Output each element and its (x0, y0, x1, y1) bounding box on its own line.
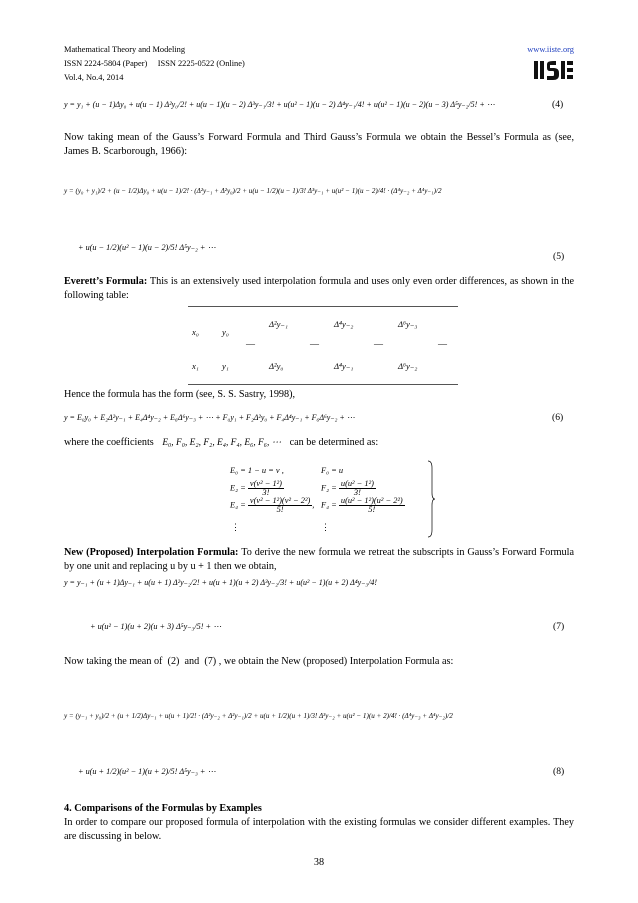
coef-f4-num: u(u² − 1²)(u² − 2²) (340, 496, 403, 505)
equation-4-number: (4) (552, 99, 564, 110)
issn-line: ISSN 2224-5804 (Paper) ISSN 2225-0522 (Online) (64, 59, 245, 68)
equation-5-number: (5) (553, 251, 565, 262)
coef-f2-lhs: F₂ = (321, 483, 337, 493)
table-cell-d6y-2: Δ⁶y₋₂ (398, 361, 418, 371)
table-cell-x0: x₀ (192, 327, 199, 337)
coef-f4-den: 5! (368, 505, 376, 515)
page-number: 38 (313, 857, 325, 868)
volume-line: Vol.4, No.4, 2014 (64, 73, 124, 82)
table-dash-4: — (438, 339, 447, 349)
equation-7-line-2: + u(u² − 1)(u + 2)(u + 3) Δ⁵y₋₃/5! + ⋯ (90, 622, 222, 631)
equation-6: y = E₀y₀ + E₂Δ²y₋₁ + E₄Δ⁴y₋₂ + E₆Δ⁶y₋₃ + ⋯ + F₀y₁ + F₂Δ²y₀ + F₄Δ⁴y₋₁ + F₆Δ⁶y₋₂ + ⋯ (64, 413, 355, 422)
table-cell-y0: y₀ (222, 327, 229, 337)
coef-e4-lhs: E₄ = (230, 500, 246, 510)
equation-8-line-1: y = (y₋₁ + y₀)/2 + (u + 1/2)Δy₋₁ + u(u + 1)/2! · (Δ²y₋₂ + Δ²y₋₁)/2 + u(u + 1/2)(u + 1)/3! Δ³y₋₂ + u(u² − 1)(u + 2)/4! · (Δ⁴y₋₃ + Δ⁴y₋₂)/2 (64, 712, 453, 720)
journal-url-link[interactable]: www.iiste.org (527, 45, 574, 54)
coef-f4-rendered-row (321, 497, 405, 515)
equation-7-number: (7) (553, 621, 565, 632)
table-cell-d2y0: Δ²y₀ (269, 361, 284, 371)
everett-body: This is an extensively used interpolation formula and uses only even order differences, as shown in the following table: (64, 276, 574, 301)
equation-6-number: (6) (552, 412, 564, 423)
coefficients-list: E₀, F₀, E₂, F₂, E₄, F₄, E₆, F₆, ⋯ (162, 438, 282, 448)
equation-5-line-1: y = (y₀ + y₁)/2 + (u − 1/2)Δy₀ + u(u − 1)/2! · (Δ²y₋₁ + Δ²y₀)/2 + u(u − 1/2)(u − 1)/3! Δ³y₋₁ + u(u² − 1)(u − 2)/4! · (Δ⁴y₋₂ + Δ⁴y₋₁)/2 (64, 187, 442, 195)
coefficients-line (64, 436, 378, 450)
coef-f0: F₀ = u (321, 466, 344, 475)
coef-f4-lhs: F₄ = (321, 500, 337, 510)
table-cell-x1: x₁ (192, 361, 199, 371)
table-cell-d6: Δ⁶y₋₃ (398, 319, 418, 329)
hence-line: Hence the formula has the form (see, S. S. Sastry, 1998), (64, 389, 296, 400)
table-bottom-rule (188, 384, 458, 385)
equation-8-number: (8) (553, 766, 565, 777)
coef-dots-right: ⋮ (321, 522, 330, 532)
equation-7-line-1: y = y₋₁ + (u + 1)Δy₋₁ + u(u + 1) Δ²y₋₂/2! + u(u + 1)(u + 2) Δ³y₋₂/3! + u(u² − 1)(u + 2) Δ⁴y₋₃/4! (64, 578, 378, 587)
coef-dots-left: ⋮ (231, 522, 240, 532)
table-dash-2: — (310, 339, 319, 349)
table-cell-d4: Δ⁴y₋₂ (334, 319, 354, 329)
equation-4: y = y₁ + (u − 1)Δy₀ + u(u − 1) Δ²y₀/2! + u(u − 1)(u − 2) Δ³y₋₁/3! + u(u² − 1)(u − 2) Δ⁴y₋₁/4! + u(u² − 1)(u − 2)(u − 3) Δ⁵y₋₂/5! + ⋯ (64, 100, 495, 109)
everett-heading: Everett’s Formula: (64, 276, 148, 287)
new-formula-body: To derive the new formula we retreat the subscripts in Gauss’s Forward Formula by one unit and replacing u by u + 1 then we obtain, (64, 547, 574, 572)
coefficients-pre: where the coefficients (64, 437, 154, 448)
section-4-heading: 4. Comparisons of the Formulas by Examples (64, 803, 262, 814)
journal-title: Mathematical Theory and Modeling (64, 45, 186, 54)
coef-right-brace (426, 460, 436, 543)
coef-e2-den: 3! (262, 488, 270, 498)
table-cell-d2: Δ²y₋₁ (269, 319, 288, 329)
iiste-logo (534, 58, 574, 82)
coef-e4-num: v(v² − 1²)(v² − 2²) (249, 496, 311, 505)
coef-f2-den: 3! (353, 488, 361, 498)
bessel-paragraph: Now taking mean of the Gauss’s Forward Formula and Third Gauss’s Formula we obtain the Bessel’s Formula as (see, James B. Scarborough, 1966): (64, 132, 574, 157)
new-formula-heading: New (Proposed) Interpolation Formula: (64, 547, 239, 558)
coef-e4-rendered-row: E₄ = $\frac{\text{v(v² − 1²)(v² − 2²)}}{5!}$ , (230, 496, 315, 515)
coef-f2-num: u(u² − 1²) (340, 479, 374, 488)
coef-e2-lhs: E₂ = (230, 483, 246, 493)
table-cell-y1: y₁ (222, 361, 229, 371)
equation-5-line-2: + u(u − 1/2)(u² − 1)(u − 2)/5! Δ⁵y₋₂ + ⋯ (78, 243, 216, 252)
table-cell-d4y-1: Δ⁴y₋₁ (334, 361, 354, 371)
table-top-rule (188, 306, 458, 307)
coef-e2-num: v(v² − 1²) (249, 479, 282, 488)
equation-8-line-2: + u(u + 1/2)(u² − 1)(u + 2)/5! Δ⁵y₋₃ + ⋯ (78, 767, 216, 776)
table-dash-1: — (246, 339, 255, 349)
everett-paragraph (64, 275, 574, 303)
mean-line: Now taking the mean of (2) and (7) , we obtain the New (proposed) Interpolation Formula as: (64, 656, 454, 667)
table-dash-3: — (374, 339, 383, 349)
new-formula-paragraph (64, 546, 574, 574)
coefficients-post: can be determined as: (289, 437, 379, 448)
section-4-paragraph: In order to compare our proposed formula of interpolation with the existing formulas we consider different examples. They are discussing in below. (64, 817, 574, 842)
coef-e0: E₀ = 1 − u = v , (230, 466, 284, 475)
coef-e4-den: 5! (276, 505, 284, 515)
